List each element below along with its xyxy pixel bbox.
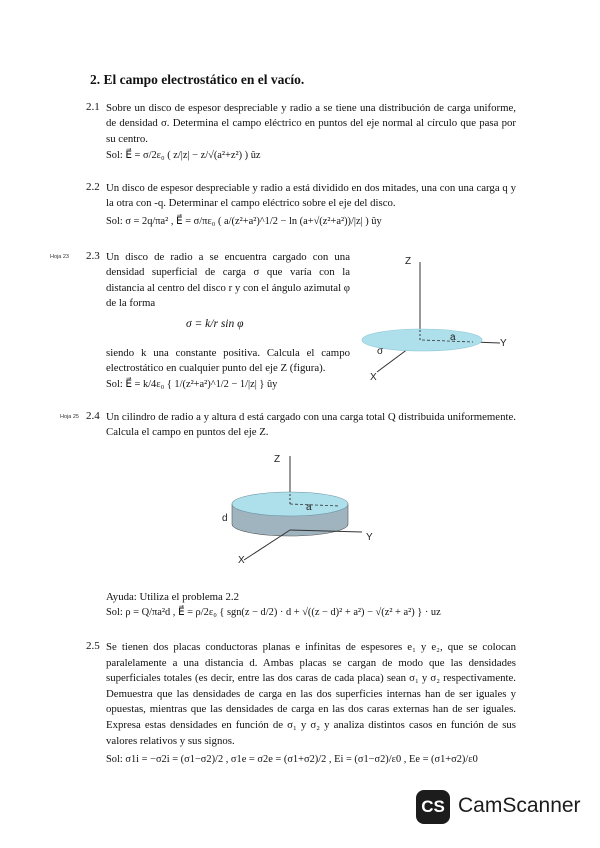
problem-text: Un disco de radio a se encuentra cargado con una densidad superficial de carga σ que varía con la distancia al centro del disco r y con el ángulo azimutal φ de la forma (106, 251, 350, 309)
camscanner-logo: CS (416, 790, 450, 824)
problem-solution: Sol: E⃗ = σ/2ε₀ ( z/|z| − z/√(a²+z²) ) ûz (106, 150, 261, 161)
figure-label-z: Z (405, 256, 412, 267)
problem-text: Un disco de espesor despreciable y radio a está dividido en dos mitades, una con una carga q y la otra con -q. Determinar el campo eléctrico sobre el eje del disco. (106, 182, 516, 210)
problem-number: 2.4 (86, 410, 100, 422)
problem-text: siendo k una constante positiva. Calcula el campo electrostático en cualquier punto del eje Z (figura). (106, 347, 350, 375)
figure-label-x: X (238, 555, 245, 566)
figure-label-sigma: σ (377, 346, 384, 357)
margin-note: Hoja 25 (60, 414, 79, 420)
camscanner-label: CamScanner (458, 794, 581, 817)
figure-label-y: Y (500, 338, 507, 349)
figure-label-radius: a (450, 332, 456, 343)
problem-solution: Sol: σ1i = −σ2i = (σ1−σ2)/2 , σ1e = σ2e = (σ1+σ2)/2 , Ei = (σ1−σ2)/ε0 , Ee = (σ1+σ2)/ε0 (106, 754, 478, 765)
problem-number: 2.3 (86, 250, 100, 262)
figure-label-y: Y (366, 532, 373, 543)
problem-text: Sobre un disco de espesor despreciable y radio a se tiene una distribución de carga uniforme, de densidad σ. Determina el campo eléctrico en puntos del eje normal al círculo que pasa por su centro. (106, 102, 516, 145)
problem-text: Un cilindro de radio a y altura d está cargado con una carga total Q distribuida uniformemente. Calcula el campo en puntos del eje Z. (106, 411, 516, 439)
section-title: 2. El campo electrostático en el vacío. (90, 72, 305, 87)
problem-number: 2.2 (86, 181, 100, 193)
sigma-equation: σ = k/r sin φ (186, 318, 244, 330)
figure-label-x: X (370, 372, 377, 383)
margin-note: Hoja 23 (50, 254, 69, 260)
figure-label-height: d (222, 513, 228, 524)
disk-figure (355, 250, 515, 390)
problem-solution: Sol: σ = 2q/πa² , E⃗ = σ/πε₀ ( a/(z²+a²)^1/2 − ln (a+√(z²+a²))/|z| ) ûy (106, 216, 382, 227)
figure-label-radius: a (306, 502, 312, 513)
problem-number: 2.1 (86, 101, 100, 113)
problem-hint: Ayuda: Utiliza el problema 2.2 (106, 591, 240, 603)
problem-text: Se tienen dos placas conductoras planas e infinitas de espesores e₁ y e₂, que se colocan paralelamente a una distancia d. Ambas placas se cargan de modo que las densidades superficiales totales (es decir, entre las dos caras de cada placa) sean σ₁ y σ₂ respectivamente. Demuestra que las densidades de carga en las dos superficies internas han de ser iguales y opuestas, mientras que las densidades de carga en las dos caras externas han de ser iguales. Expresa estas densidades en función de σ₁ y σ₂ y analiza distintos casos en función de sus valores relativos y sus signos. (106, 641, 516, 747)
problem-solution: Sol: E⃗ = k/4ε₀ { 1/(z²+a²)^1/2 − 1/|z| } ûy (106, 379, 278, 390)
problem-number: 2.5 (86, 640, 100, 652)
problem-solution: Sol: ρ = Q/πa²d , E⃗ = ρ/2ε₀ { sgn(z − d/2) · d + √((z − d)² + a²) − √(z² + a²) } · uz (106, 607, 441, 618)
figure-label-z: Z (274, 454, 281, 465)
